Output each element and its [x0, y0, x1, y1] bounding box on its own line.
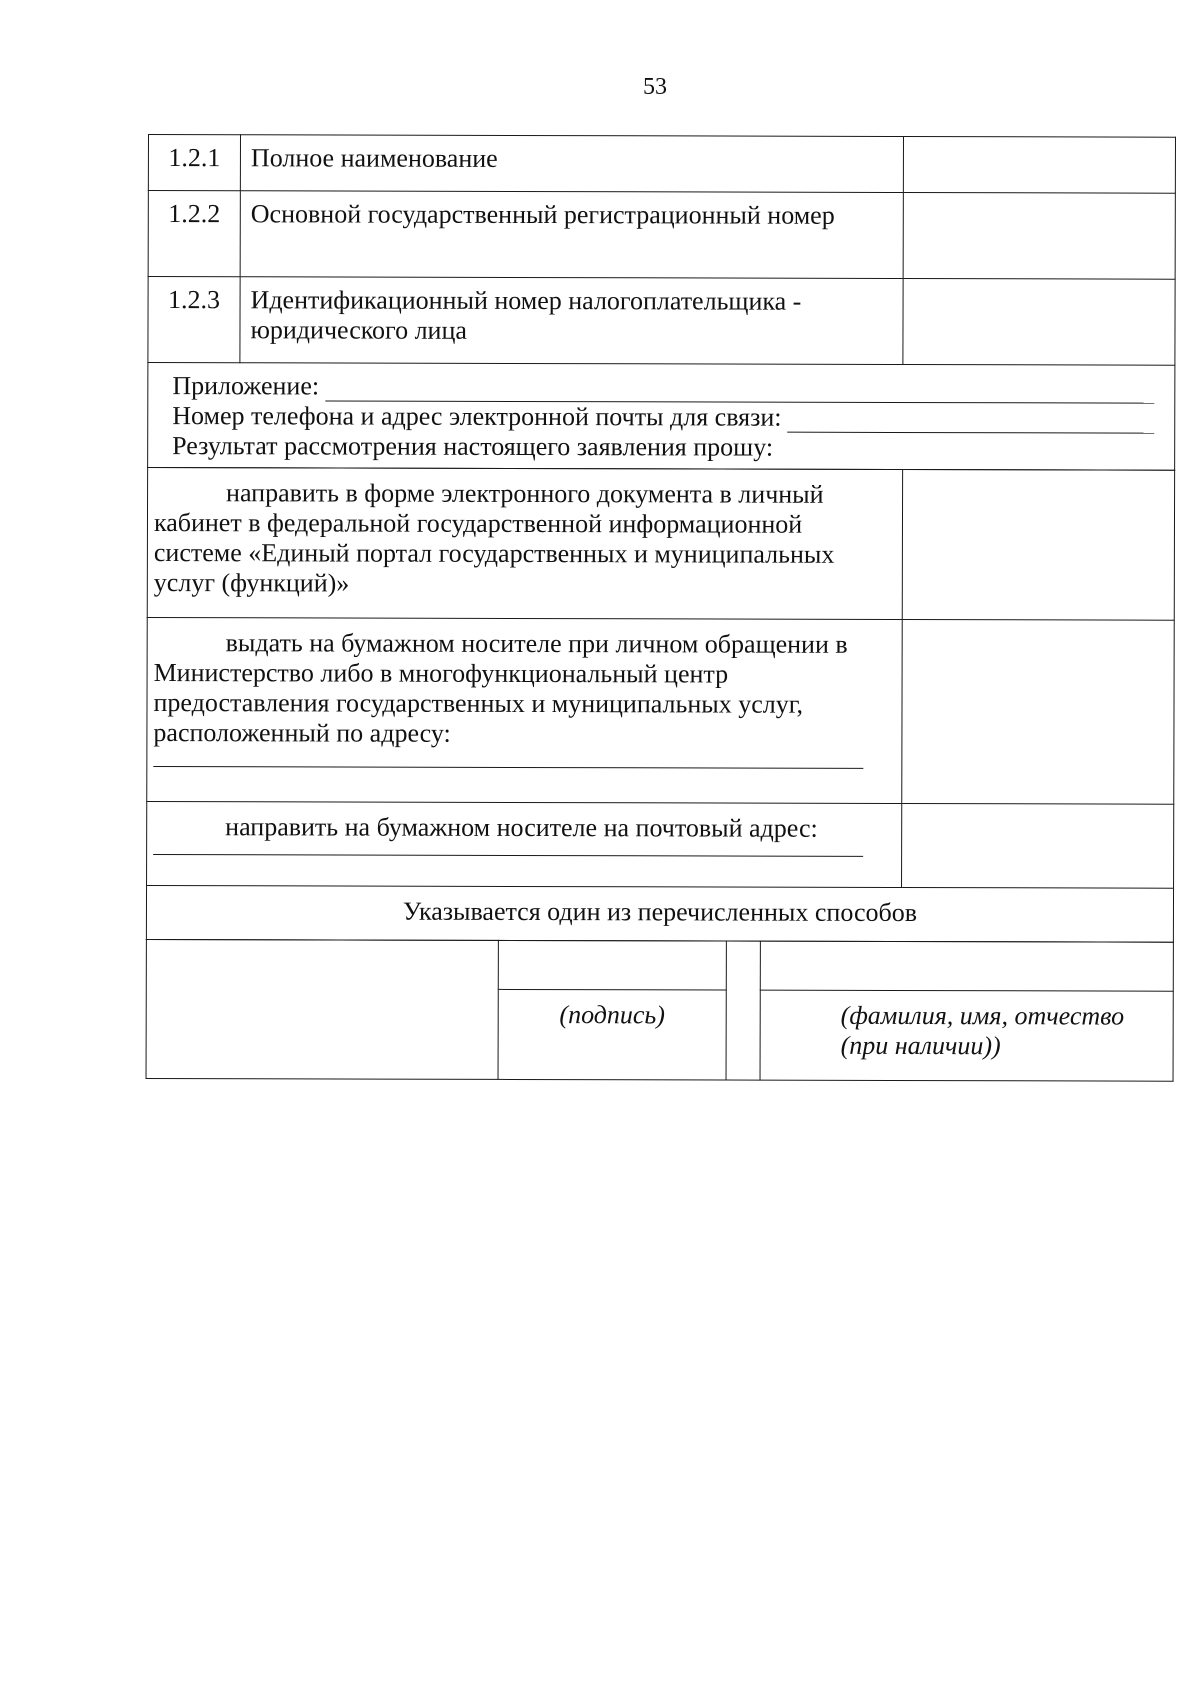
- attachment-label: Приложение:: [172, 371, 320, 401]
- attachment-field[interactable]: [325, 378, 1154, 403]
- signature-field[interactable]: [498, 940, 726, 990]
- result-label: Результат рассмотрения настоящего заявления прошу:: [172, 431, 774, 462]
- signature-table: [146, 939, 1174, 1082]
- table-row: [148, 135, 1175, 194]
- application-form: [146, 134, 1176, 1082]
- applicant-table: [147, 134, 1176, 471]
- page-number: 53: [643, 74, 667, 100]
- table-row: [148, 277, 1175, 366]
- address-field[interactable]: [153, 766, 863, 769]
- row-number: 1.2.1: [148, 135, 240, 191]
- postal-address-field[interactable]: [153, 854, 863, 857]
- note-row: [146, 885, 1173, 942]
- row-label: Основной государственный регистрационный номер: [240, 191, 903, 279]
- signature-caption: (подпись): [498, 989, 726, 1080]
- option-row: [147, 617, 1174, 804]
- full-name-field[interactable]: [903, 136, 1175, 193]
- option-paper-in-person: [147, 617, 902, 803]
- option-row: [147, 468, 1174, 621]
- option-text: направить на бумажном носителе на почтовый адрес:: [225, 812, 818, 843]
- appendix-row: [148, 363, 1175, 471]
- option-text: направить в форме электронного документа в личный кабинет в федеральной государственной информационной системе «Единый портал государственных и муниципальных услуг (функций)»: [153, 478, 835, 598]
- option-electronic: [147, 468, 902, 620]
- row-label: Идентификационный номер налогоплательщика - юридического лица: [240, 277, 903, 365]
- contact-label: Номер телефона и адрес электронной почты для связи:: [172, 401, 782, 432]
- row-number: 1.2.2: [148, 191, 240, 277]
- signature-row: [146, 939, 1173, 991]
- delivery-options-table: [146, 467, 1175, 943]
- full-name-signature-field[interactable]: [760, 941, 1173, 991]
- method-note: Указывается один из перечисленных способов: [146, 885, 1173, 942]
- contact-field[interactable]: [788, 410, 1155, 434]
- option-text: выдать на бумажном носителе при личном обращении в Министерство либо в многофункциональный центр предоставления государственных и муниципальных услуг, расположенный по адресу:: [153, 628, 848, 748]
- inn-field[interactable]: [903, 278, 1175, 365]
- name-caption: (фамилия, имя, отчество (при наличии)): [760, 990, 1173, 1081]
- option-paper-in-person-checkbox[interactable]: [902, 619, 1174, 804]
- signature-blank: [146, 939, 498, 1079]
- option-paper-mail-checkbox[interactable]: [902, 803, 1174, 888]
- option-electronic-checkbox[interactable]: [902, 469, 1174, 620]
- appendix-block: [148, 363, 1175, 471]
- ogrn-field[interactable]: [903, 192, 1175, 279]
- option-row: [147, 801, 1174, 888]
- signature-separator: [726, 941, 760, 1080]
- table-row: [148, 191, 1175, 280]
- row-label: Полное наименование: [240, 135, 903, 193]
- option-paper-mail: [147, 801, 902, 887]
- row-number: 1.2.3: [148, 277, 240, 363]
